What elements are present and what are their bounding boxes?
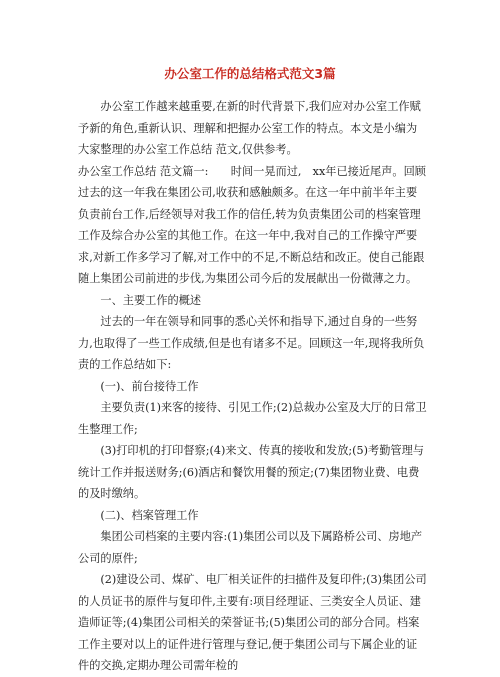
subsection-heading-reception: (一)、前台接待工作 bbox=[100, 379, 199, 393]
intro-paragraph: 办公室工作越来越重要,在新的时代背景下,我们应对办公室工作赋予新的角色,重新认识、理解和把握办公室工作的特点。本文是小编为大家整理的办公室工作总结 范文,仅供参考。 bbox=[78, 100, 421, 156]
document-body bbox=[78, 96, 428, 677]
article-one-paragraph: 办公室工作总结 范文篇一: 时间一晃而过, xx年已接近尾声。回顾过去的这一年我在集团公司,收获和感触颇多。在这一年中前半年主要负责前台工作,后经领导对我工作的信任,转为负责集团公司的档案管理工作及综合办公室的其他工作。在这一年中,我对自己的工作操守严要求,对新工作多学习了解,对工作中的不足,不断总结和改正。使自己能跟随上集团公司前进的步伐,为集团公司今后的发展献出一份微薄之力。 bbox=[78, 164, 426, 285]
document-title: 办公室工作的总结格式范文3篇 bbox=[164, 66, 336, 81]
overview-paragraph: 过去的一年在领导和同事的悉心关怀和指导下,通过自身的一些努力,也取得了一些工作成绩,但是也有诸多不足。回顾这一年,现将我所负责的工作总结如下: bbox=[78, 315, 425, 371]
reception-duties-paragraph-2: (3)打印机的打印督察;(4)来文、传真的接收和发放;(5)考勤管理与统计工作并报送财务;(6)酒店和餐饮用餐的预定;(7)集团物业费、电费的及时缴纳。 bbox=[78, 444, 424, 500]
section-heading-main-work: 一、主要工作的概述 bbox=[100, 293, 202, 307]
subsection-heading-archives: (二)、档案管理工作 bbox=[100, 508, 199, 522]
archives-content-paragraph: 集团公司档案的主要内容:(1)集团公司以及下属路桥公司、房地产公司的原件; bbox=[78, 530, 423, 565]
archives-details-paragraph: (2)建设公司、煤矿、电厂相关证件的扫描件及复印件;(3)集团公司的人员证书的原件与复印件,主要有:项目经理证、三类安全人员证、建造师证等;(4)集团公司相关的荣誉证书;(5)集团公司的部分合同。档案工作主要对以上的证件进行管理与登记,便于集团公司与下属企业的证件的交换,定期办理公司需年检的 bbox=[78, 573, 427, 672]
reception-duties-paragraph: 主要负责(1)来客的接待、引见工作;(2)总裁办公室及大厅的日常卫生整理工作; bbox=[78, 401, 427, 436]
